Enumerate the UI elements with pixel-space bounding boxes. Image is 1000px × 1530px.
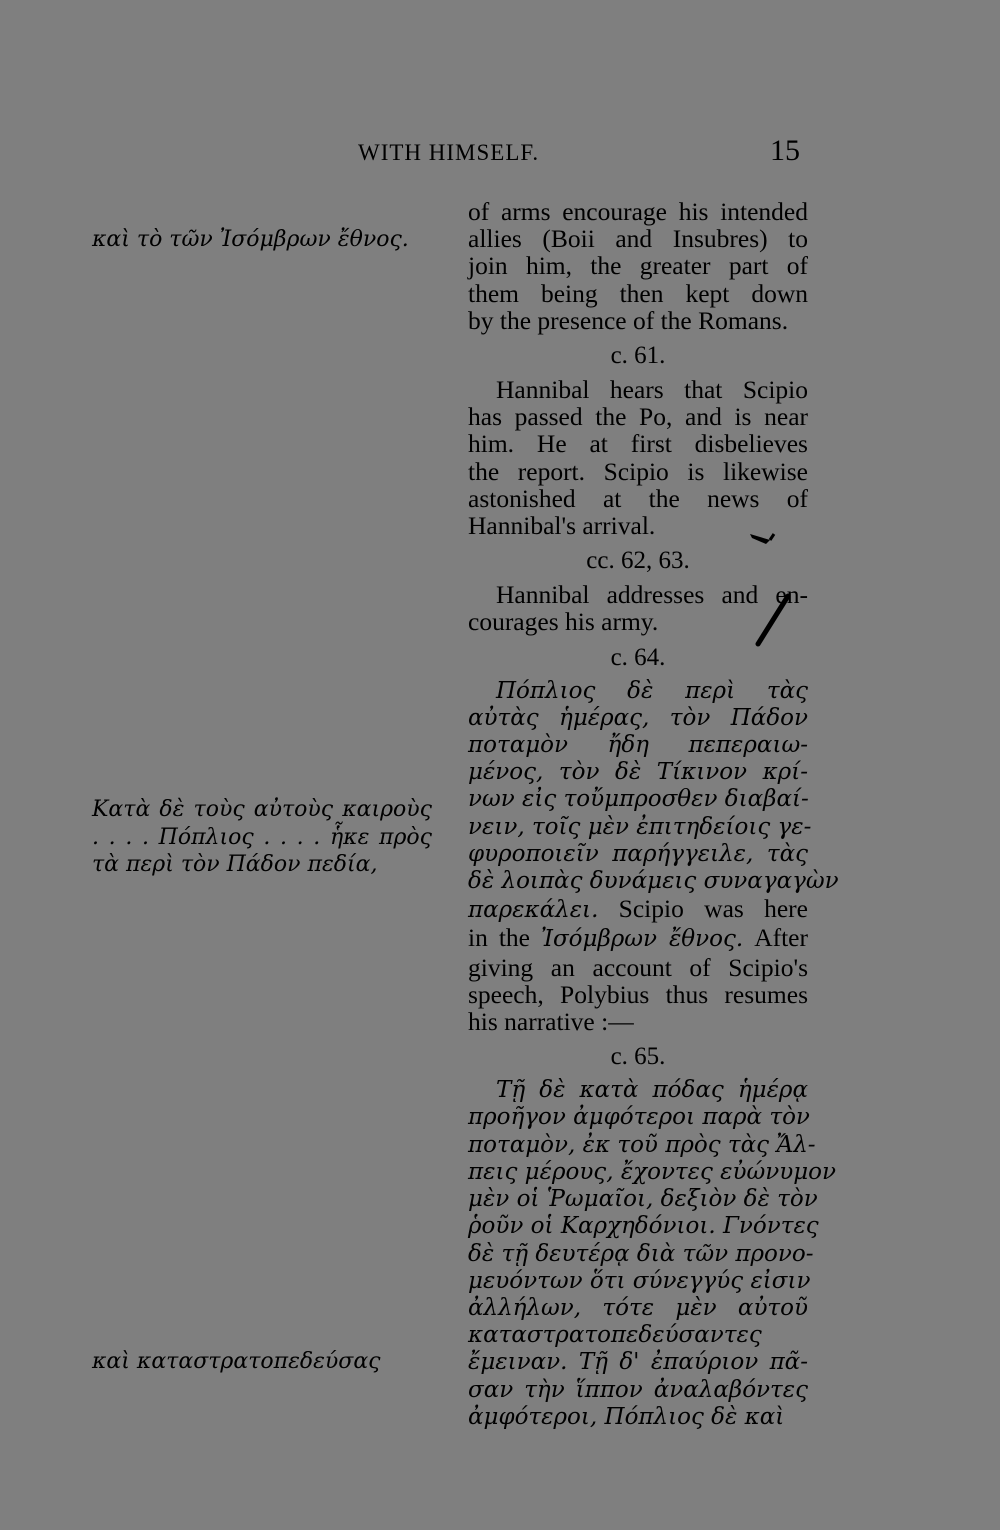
text-line: allies (Boii and Insubres) to [468,224,808,254]
greek-word: παρεκάλει. [468,897,599,924]
text-line: him. He at first disbelieves [468,429,808,459]
page-header [0,134,1000,178]
margin-note-poplios [92,796,432,879]
text-fragment: Scipio was here [598,894,808,924]
main-text-column [468,197,839,1431]
greek-line: σαν τὴν ἵππον ἀναλαβόντες [468,1376,808,1403]
ink-mark [740,526,800,666]
greek-line: μὲν οἱ Ῥωμαῖοι, δεξιὸν δὲ τὸν [468,1186,818,1213]
mixed-line [468,924,808,953]
paragraph-te-de [468,1077,836,1431]
greek-line: Πόπλιος δὲ περὶ τὰς [496,677,808,704]
page-number: 15 [770,134,800,167]
greek-line: φυροποιεῖν παρήγγειλε, τὰς [468,840,808,867]
greek-line: ἀμφότεροι, Πόπλιος δὲ καὶ [468,1403,785,1430]
greek-line: ποταμὸν, ἐκ τοῦ πρὸς τὰς Ἄλ- [468,1131,816,1158]
text-fragment: in the [468,923,541,953]
text-line: his narrative :— [468,1007,634,1037]
margin-note-isombron: καὶ τὸ τῶν Ἰσόμβρων ἔθνος. [92,227,409,252]
section-heading: c. 61. [610,342,666,370]
text-line: Hannibal addresses and en- [496,580,808,610]
text-line: join him, the greater part of [468,251,808,281]
text-line: of arms encourage his intended [468,197,808,226]
text-line: astonished at the news of [468,483,808,513]
mixed-line [468,895,808,924]
greek-line: καταστρατοπεδεύσαντες [468,1322,762,1349]
greek-line: δὲ λοιπὰς δυνάμεις συναγαγὼν [468,868,839,895]
text-line: speech, Polybius thus resumes [468,979,808,1009]
greek-line: ποταμὸν ἤδη πεπεραιω- [468,732,808,759]
paragraph-arms [468,198,808,334]
greek-line: Τῇ δὲ κατὰ πόδας ἡμέρᾳ [496,1077,808,1104]
section-heading: c. 65. [610,1043,666,1071]
paragraph-hannibal-hears [468,376,808,539]
margin-note-line: τὰ περὶ τὸν Πάδον πεδία, [92,852,378,877]
text-line: the report. Scipio is likewise [468,456,808,486]
margin-note-line: . . . . Πόπλιος . . . . ἧκε πρὸς [92,824,432,850]
text-line: has passed the Po, and is near [468,402,808,432]
greek-line: ἀλλήλων, τότε μὲν αὐτοῦ [468,1294,808,1321]
text-line: them being then kept down [468,278,808,308]
greek-line: αὐτὰς ἡμέρας, τὸν Πάδον [468,704,808,731]
text-fragment: After [743,923,808,953]
greek-line: προῆγον ἀμφότεροι παρὰ τὸν [468,1104,810,1131]
margin-note-line: Κατὰ δὲ τοὺς αὐτοὺς καιροὺς [92,797,432,822]
paragraph-poplios [468,677,839,1037]
greek-line: ἔμειναν. Τῇ δ' ἐπαύριον πᾶ- [468,1349,808,1376]
greek-word: Ἰσόμβρων ἔθνος. [541,926,744,953]
text-line: Hannibal hears that Scipio [496,375,808,405]
section-heading: c. 64. [610,643,666,671]
greek-line: νων εἰς τοὔμπροσθεν διαβαί- [468,786,809,813]
text-line: by the presence of the Romans. [468,305,789,335]
margin-note-katastratopedeusas: καὶ καταστρατοπεδεύσας [92,1349,381,1374]
greek-line: νειν, τοῖς μὲν ἐπιτηδείοις γε- [468,813,812,840]
greek-line: ῥοῦν οἱ Καρχηδόνιοι. Γνόντες [468,1213,819,1240]
greek-line: μευόντων ὅτι σύνεγγύς εἰσιν [468,1267,811,1294]
text-line: courages his army. [468,607,659,637]
greek-line: πεις μέρους, ἔχοντες εὐώνυμον [468,1158,836,1185]
text-line: Hannibal's arrival. [468,511,656,541]
running-head: WITH HIMSELF. [358,140,540,165]
text-line: giving an account of Scipio's [468,952,808,982]
greek-line: δὲ τῇ δευτέρᾳ διὰ τῶν προνο- [468,1240,814,1267]
greek-line: μένος, τὸν δὲ Τίκινον κρί- [468,759,808,786]
section-heading: cc. 62, 63. [586,547,690,575]
